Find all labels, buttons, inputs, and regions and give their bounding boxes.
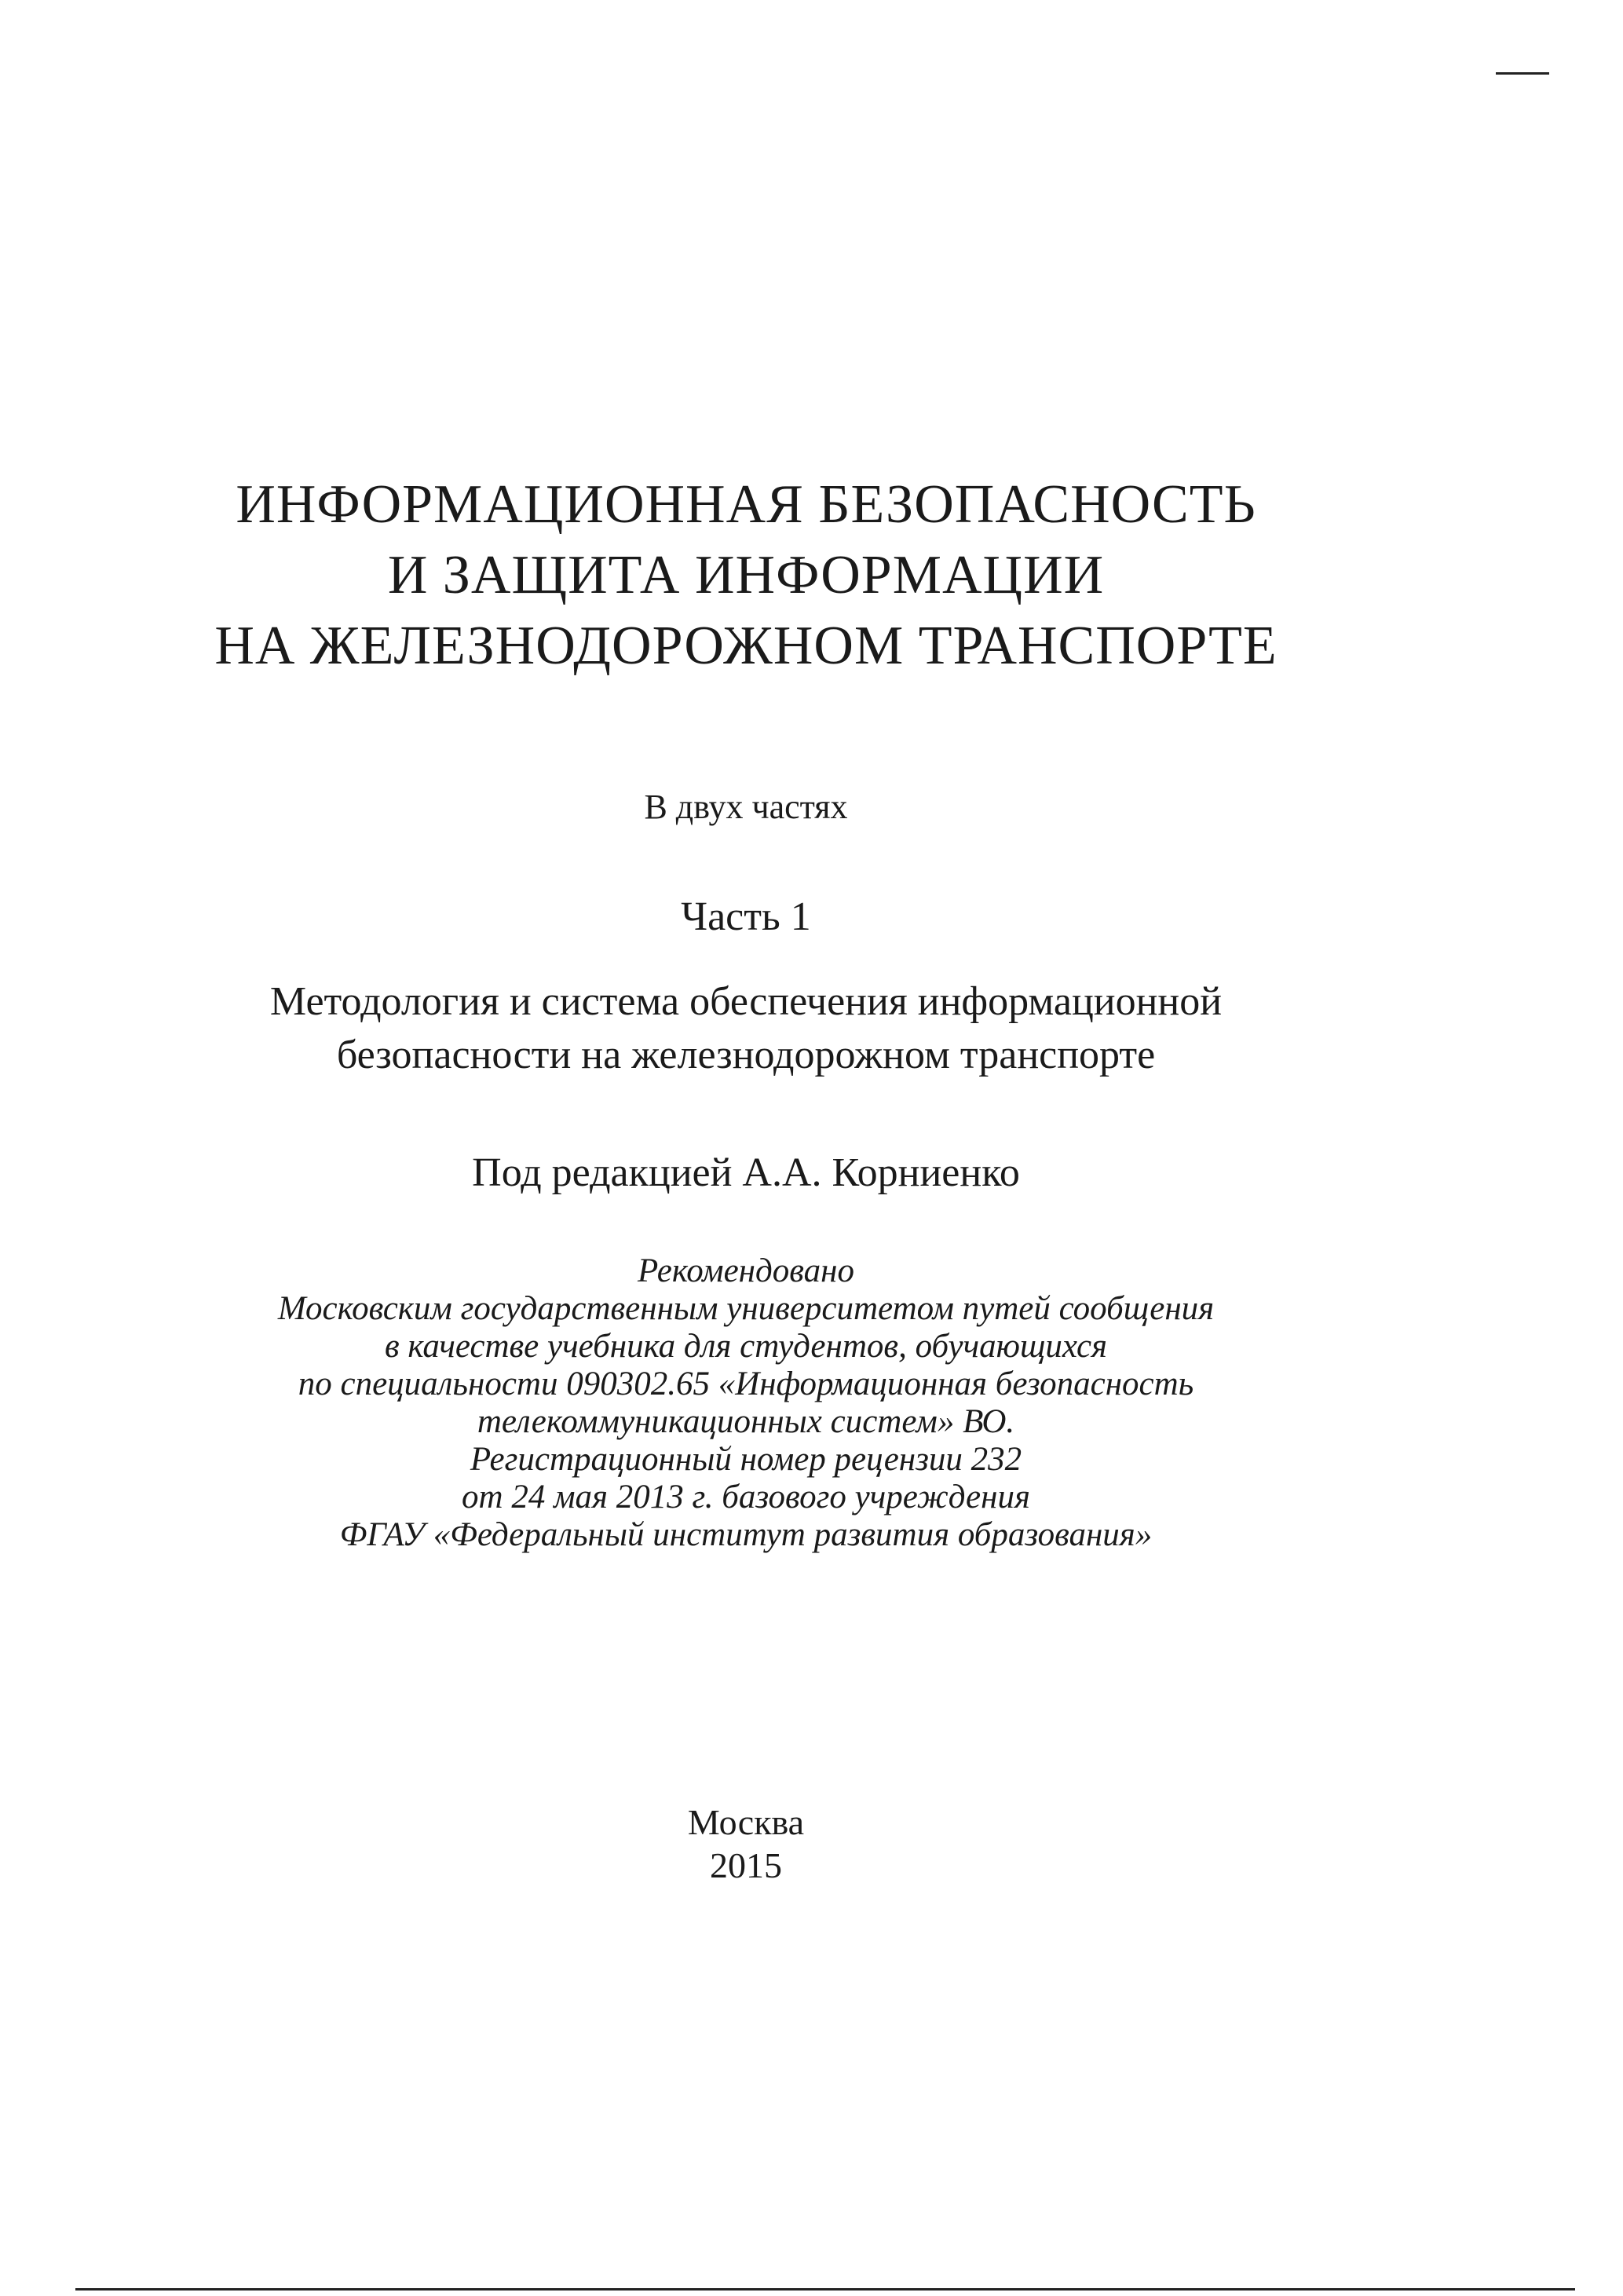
- recommendation-note: [0, 1252, 1492, 1554]
- book-title: [0, 470, 1492, 682]
- imprint-year: 2015: [710, 1845, 782, 1885]
- recommendation-line-6: Регистрационный номер рецензии 232: [470, 1441, 1022, 1478]
- corner-dash: [1496, 72, 1549, 75]
- recommendation-line-3: в качестве учебника для студентов, обучающихся: [384, 1328, 1108, 1365]
- subtitle: В двух частях: [644, 788, 848, 826]
- bottom-rule: [75, 2288, 1575, 2291]
- recommendation-line-8: ФГАУ «Федеральный институт развития образования»: [339, 1516, 1153, 1553]
- book-title-line-3: НА ЖЕЛЕЗНОДОРОЖНОМ ТРАНСПОРТЕ: [214, 616, 1278, 676]
- editor-credit: Под редакцией А.А. Корниенко: [472, 1150, 1020, 1195]
- part-label: Часть 1: [681, 894, 811, 939]
- imprint-city: Москва: [687, 1802, 805, 1842]
- recommendation-line-1: Рекомендовано: [638, 1252, 854, 1289]
- book-title-line-2: И ЗАЩИТА ИНФОРМАЦИИ: [387, 545, 1105, 605]
- recommendation-line-4: по специальности 090302.65 «Информационная безопасность: [298, 1366, 1194, 1402]
- book-title-line-1: ИНФОРМАЦИОННАЯ БЕЗОПАСНОСТЬ: [236, 474, 1256, 535]
- imprint: [0, 1801, 1492, 1887]
- recommendation-line-7: от 24 мая 2013 г. базового учреждения: [462, 1479, 1030, 1515]
- recommendation-line-5: телекоммуникационных систем» ВО.: [477, 1403, 1015, 1440]
- part-title-line-1: Методология и система обеспечения информационной: [269, 979, 1223, 1024]
- recommendation-line-2: Московским государственным университетом путей сообщения: [277, 1290, 1215, 1327]
- part-title-line-2: безопасности на железнодорожном транспорте: [336, 1033, 1156, 1077]
- part-title: [0, 975, 1492, 1082]
